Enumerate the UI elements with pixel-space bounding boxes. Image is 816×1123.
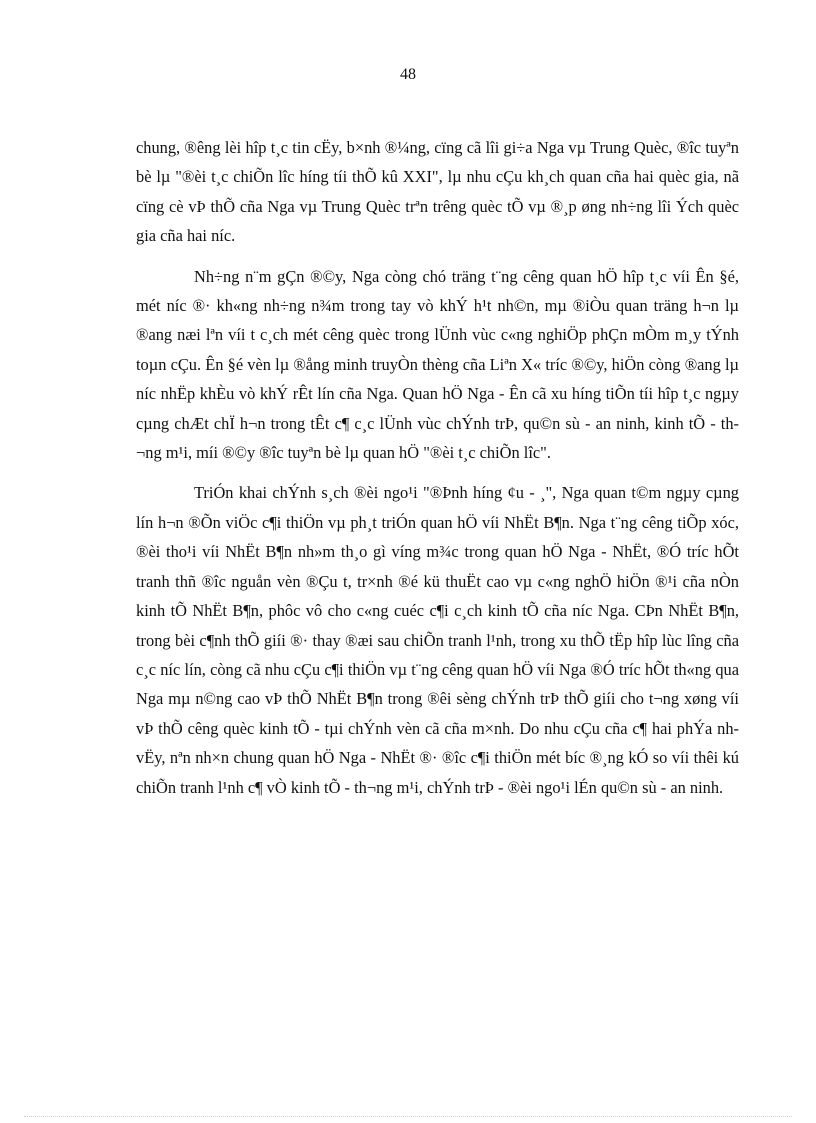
paragraph-1: chung, ®êng lèi hîp t¸c tin cËy, b×nh ®¼ng, cïng cã lîi gi÷a Nga vµ Trung Quèc, ®îc tuyªn bè lµ "®èi t¸c chiÕn lîc híng tíi thÕ kû XXI", lµ nhu cÇu kh¸ch quan cña hai quèc gia, nã cïng cè vÞ thÕ cña Nga vµ Trung Quèc trªn trêng quèc tÕ vµ ®¸p øng nh÷ng lîi Ých quèc gia cña hai níc. — [136, 138, 739, 246]
page-bottom-divider — [24, 1116, 792, 1117]
paragraph-2: Nh÷ng n¨m gÇn ®©y, Nga còng chó träng t¨ng cêng quan hÖ hîp t¸c víi Ên §é, mét níc ®· kh«ng nh÷ng n¾m trong tay vò khÝ h¹t nh©n, mµ ®iÒu quan träng h¬n lµ ®ang næi lªn víi t c¸ch mét cêng quèc trong lÜnh vùc c«ng nghiÖp phÇn mÒm m¸y tÝnh toµn cÇu. Ên §é vèn lµ ®ång minh truyÒn thèng cña Liªn X« tríc ®©y, hiÖn còng ®ang lµ níc nhËp khÈu vò khÝ rÊt lín cña Nga. Quan hÖ Nga - Ên cã xu híng tiÕn tíi hîp t¸c ngµy cµng chÆt chÏ h¬n trong tÊt c¶ c¸c lÜnh vùc chÝnh trÞ, qu©n sù - an ninh, kinh tÕ - th¬ng m¹i, míi ®©y ®îc tuyªn bè lµ quan hÖ "®èi t¸c chiÕn lîc". — [136, 266, 739, 463]
page-number: 48 — [400, 66, 416, 83]
body-text — [136, 133, 739, 813]
paragraph-3: TriÓn khai chÝnh s¸ch ®èi ngo¹i "®Þnh híng ¢u - ¸", Nga quan t©m ngµy cµng lín h¬n ®Õn viÖc c¶i thiÖn vµ ph¸t triÓn quan hÖ víi NhËt B¶n. Nga t¨ng cêng tiÕp xóc, ®èi tho¹i víi NhËt B¶n nh»m th¸o gì víng m¾c trong quan hÖ Nga - NhËt, ®Ó tríc hÕt tranh thñ ®îc nguån vèn ®Çu t, tr×nh ®é kü thuËt cao vµ c«ng nghÖ hiÖn ®¹i cña nÒn kinh tÕ NhËt B¶n, phôc vô cho c«ng cuéc c¶i c¸ch kinh tÕ cña níc Nga. CÞn NhËt B¶n, trong bèi c¶nh thÕ giíi ®· thay ®æi sau chiÕn tranh l¹nh, trong xu thÕ tËp hîp lùc lîng cña c¸c níc lín, còng cã nhu cÇu c¶i thiÖn vµ t¨ng cêng quan hÖ víi Nga ®Ó tríc hÕt th«ng qua Nga mµ n©ng cao vÞ thÕ NhËt B¶n trong ®êi sèng chÝnh trÞ thÕ giíi cho t¬ng xøng víi vÞ thÕ cêng quèc kinh tÕ - tµi chÝnh vèn cã cña m×nh. Do nhu cÇu cña c¶ hai phÝa nh vËy, nªn nh×n chung quan hÖ Nga - NhËt ®· ®îc c¶i thiÖn mét bíc ®¸ng kÓ so víi thêi kú chiÕn tranh l¹nh c¶ vÒ kinh tÕ - th¬ng m¹i, chÝnh trÞ - ®èi ngo¹i lÉn qu©n sù - an ninh. — [136, 483, 739, 797]
